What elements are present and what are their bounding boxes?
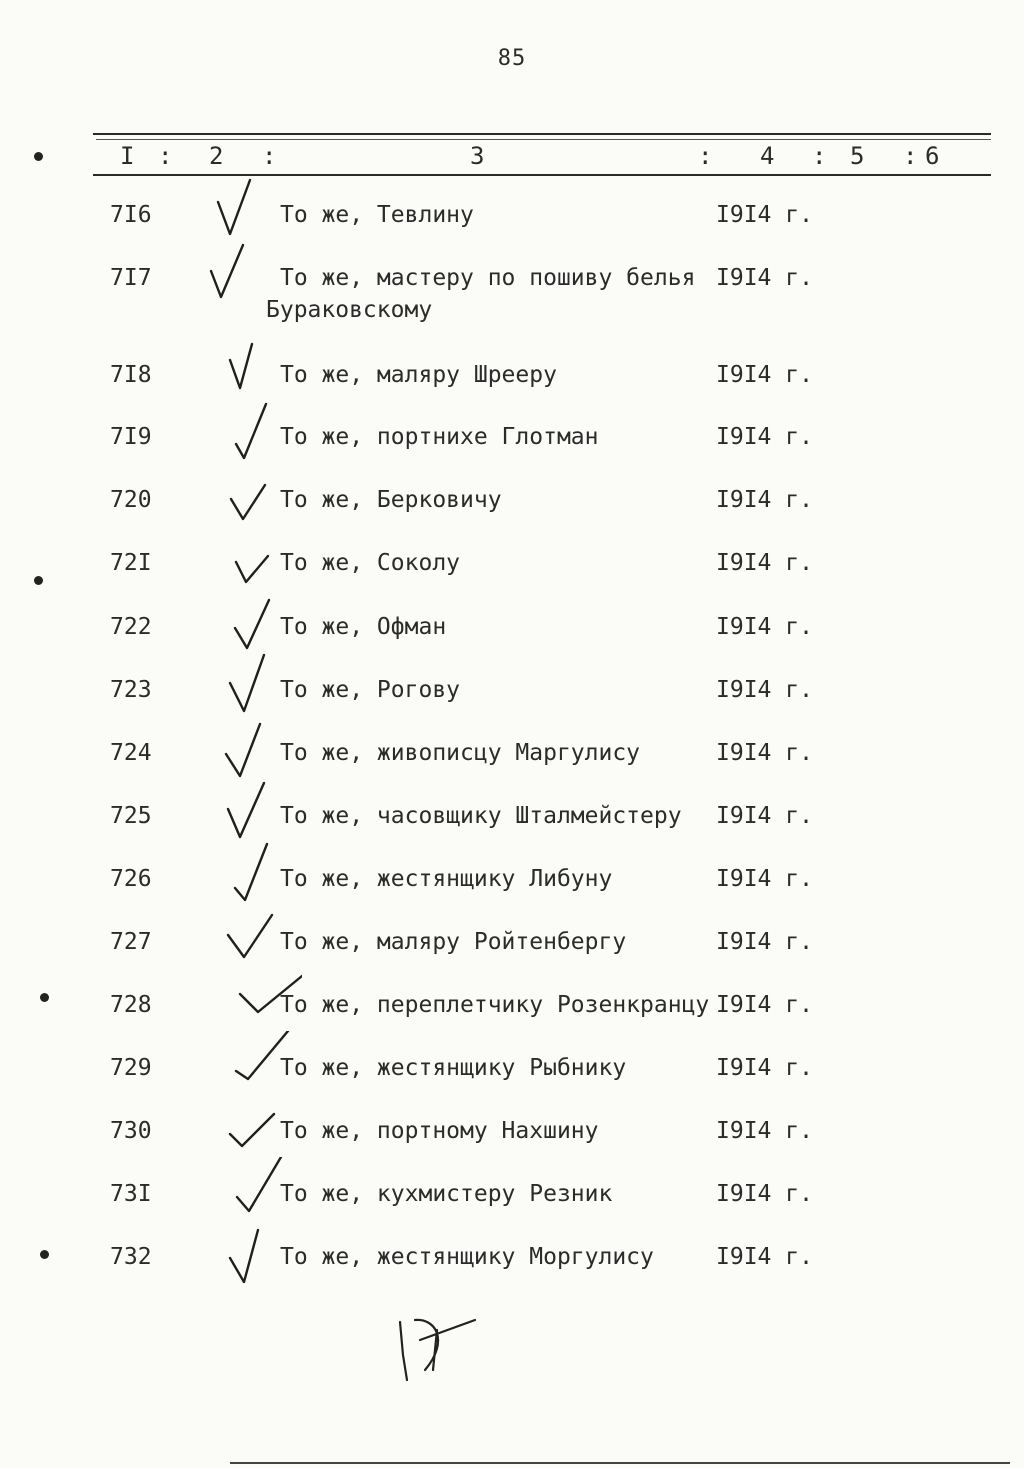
table-top-rule — [93, 133, 991, 135]
table-row — [0, 422, 1024, 462]
table-top-rule-thin — [96, 139, 991, 140]
record-year: I9I4 г. — [716, 424, 813, 450]
record-description: То же, портному Нахшину — [280, 1118, 599, 1144]
record-year: I9I4 г. — [716, 265, 813, 291]
column-separator: : — [698, 142, 713, 170]
record-number: 7I9 — [110, 424, 152, 450]
record-description: То же, кухмистеру Резник — [280, 1181, 613, 1207]
column-header-3: 3 — [470, 142, 485, 170]
punch-hole-mark — [34, 152, 43, 161]
record-year: I9I4 г. — [716, 677, 813, 703]
table-row — [0, 1242, 1024, 1282]
table-row — [0, 675, 1024, 715]
record-description: То же, Офман — [280, 614, 447, 640]
record-number: 7I7 — [110, 265, 152, 291]
record-number: 720 — [110, 487, 152, 513]
punch-hole-mark — [40, 1250, 49, 1259]
column-separator: : — [812, 142, 827, 170]
record-year: I9I4 г. — [716, 1181, 813, 1207]
table-row — [0, 548, 1024, 588]
record-number: 723 — [110, 677, 152, 703]
record-number: 7I8 — [110, 362, 152, 388]
record-description-continuation: Бураковскому — [266, 297, 433, 323]
record-number: 725 — [110, 803, 152, 829]
record-year: I9I4 г. — [716, 487, 813, 513]
record-number: 730 — [110, 1118, 152, 1144]
record-description: То же, жестянщику Рыбнику — [280, 1055, 627, 1081]
column-header-4: 4 — [760, 142, 775, 170]
record-year: I9I4 г. — [716, 803, 813, 829]
table-row — [0, 1053, 1024, 1093]
checkmark-icon — [205, 241, 275, 311]
record-description: То же, Берковичу — [280, 487, 502, 513]
column-separator: : — [158, 142, 173, 170]
record-description: То же, живописцу Маргулису — [280, 740, 641, 766]
punch-hole-mark — [40, 993, 49, 1002]
record-number: 72I — [110, 550, 152, 576]
record-description: То же, жестянщику Моргулису — [280, 1244, 654, 1270]
column-header-2: 2 — [209, 142, 224, 170]
table-row — [0, 263, 1024, 323]
page-bottom-rule — [230, 1462, 1010, 1464]
record-description: То же, Тевлину — [280, 202, 474, 228]
column-separator: : — [262, 142, 277, 170]
column-header-1: I — [120, 142, 135, 170]
record-year: I9I4 г. — [716, 1055, 813, 1081]
record-number: 726 — [110, 866, 152, 892]
record-year: I9I4 г. — [716, 929, 813, 955]
record-description: То же, Соколу — [280, 550, 461, 576]
record-year: I9I4 г. — [716, 202, 813, 228]
record-number: 729 — [110, 1055, 152, 1081]
record-year: I9I4 г. — [716, 550, 813, 576]
table-row — [0, 990, 1024, 1030]
handwritten-initials — [395, 1310, 485, 1390]
record-description: То же, мастеру по пошиву белья — [280, 265, 696, 291]
record-number: 7I6 — [110, 202, 152, 228]
table-row — [0, 738, 1024, 778]
table-row — [0, 927, 1024, 967]
record-description: То же, переплетчику Розенкранцу — [280, 992, 710, 1018]
record-year: I9I4 г. — [716, 1118, 813, 1144]
table-row — [0, 1179, 1024, 1219]
record-number: 73I — [110, 1181, 152, 1207]
record-number: 732 — [110, 1244, 152, 1270]
record-number: 728 — [110, 992, 152, 1018]
punch-hole-mark — [34, 576, 43, 585]
table-row — [0, 801, 1024, 841]
record-description: То же, жестянщику Либуну — [280, 866, 613, 892]
record-description: То же, портнихе Глотман — [280, 424, 599, 450]
page-number: 85 — [497, 46, 527, 71]
record-description: То же, маляру Шрееру — [280, 362, 557, 388]
table-row — [0, 360, 1024, 400]
record-year: I9I4 г. — [716, 362, 813, 388]
table-row — [0, 200, 1024, 240]
record-year: I9I4 г. — [716, 992, 813, 1018]
record-description: То же, Рогову — [280, 677, 461, 703]
column-header-5: 5 — [850, 142, 865, 170]
table-row — [0, 612, 1024, 652]
record-year: I9I4 г. — [716, 740, 813, 766]
record-description: То же, маляру Ройтенбергу — [280, 929, 627, 955]
table-header-bottom-rule — [93, 174, 991, 176]
record-number: 727 — [110, 929, 152, 955]
record-number: 724 — [110, 740, 152, 766]
record-number: 722 — [110, 614, 152, 640]
column-header-6: 6 — [925, 142, 940, 170]
table-row — [0, 485, 1024, 525]
record-year: I9I4 г. — [716, 866, 813, 892]
record-description: То же, часовщику Шталмейстеру — [280, 803, 682, 829]
checkmark-icon — [210, 178, 280, 248]
table-row — [0, 864, 1024, 904]
table-row — [0, 1116, 1024, 1156]
record-year: I9I4 г. — [716, 614, 813, 640]
column-separator: : — [903, 142, 918, 170]
record-year: I9I4 г. — [716, 1244, 813, 1270]
